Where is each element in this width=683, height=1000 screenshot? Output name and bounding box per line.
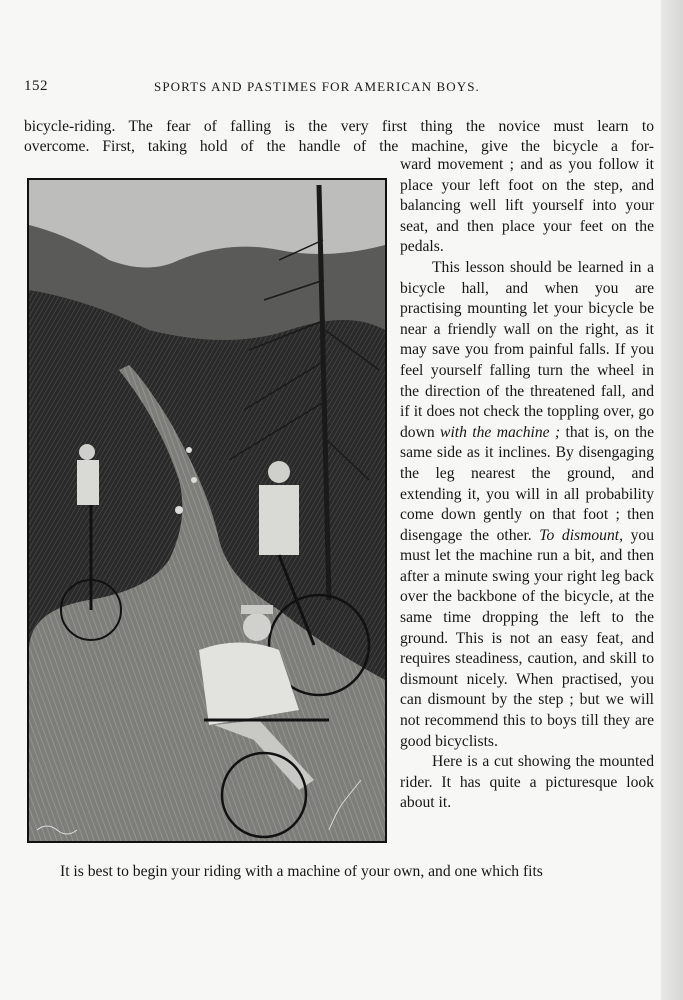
page-header [24,78,654,100]
paragraph-2-italic-2: To dismount, [539,526,623,544]
body-last-line: It is best to begin your riding with a machine of your own, and one which fits [60,863,543,880]
paragraph-2-part-a: This lesson should be learned in a bicycle hall, and when you are practising mounting let your bicycle be near a friendly wall on the right, as it may save you from painful falls. If you feel yourself falling turn the wheel in the direction of the threatened fall, and if it does not check the toppling over, go down [400,258,654,441]
body-line-1: bicycle-riding. The fear of falling is the very first thing the novice must learn to [24,118,654,135]
page-edge [661,0,683,1000]
running-head: SPORTS AND PASTIMES FOR AMERICAN BOYS. [154,79,480,94]
paragraph-2-part-c: you must let the machine run a bit, and then after a minute swing your right leg back over the backbone of the bicycle, at the same time dropping the left to the ground. This is not an easy feat, and requires steadiness, caution, and skill to dismount nicely. When practised, you can dismount by the step ; but we will not recommend this to boys till they are good bicyclists. [400,526,654,750]
paragraph-3: Here is a cut showing the mounted rider. It has quite a picturesque look about it. [400,753,654,812]
body-line-2: overcome. First, taking hold of the handle of the machine, give the bicycle a for- [24,138,654,155]
paragraph-2 [400,258,654,752]
paragraph-2-italic-1: with the machine ; [440,423,561,441]
right-text-column [400,155,654,814]
paragraph-2-part-b: that is, on the same side as it inclines. By disengaging the leg nearest the ground, and extending it, you will in all probability come down gently on that foot ; then disengage the other. [400,423,654,544]
paragraph-1: ward movement ; and as you follow it place your left foot on the step, and balancing well lift yourself into your seat, and then place your feet on the pedals. [400,156,654,256]
page-number: 152 [24,78,48,94]
bicycle-riders-illustration [27,178,387,843]
engraving-scene [29,180,385,841]
